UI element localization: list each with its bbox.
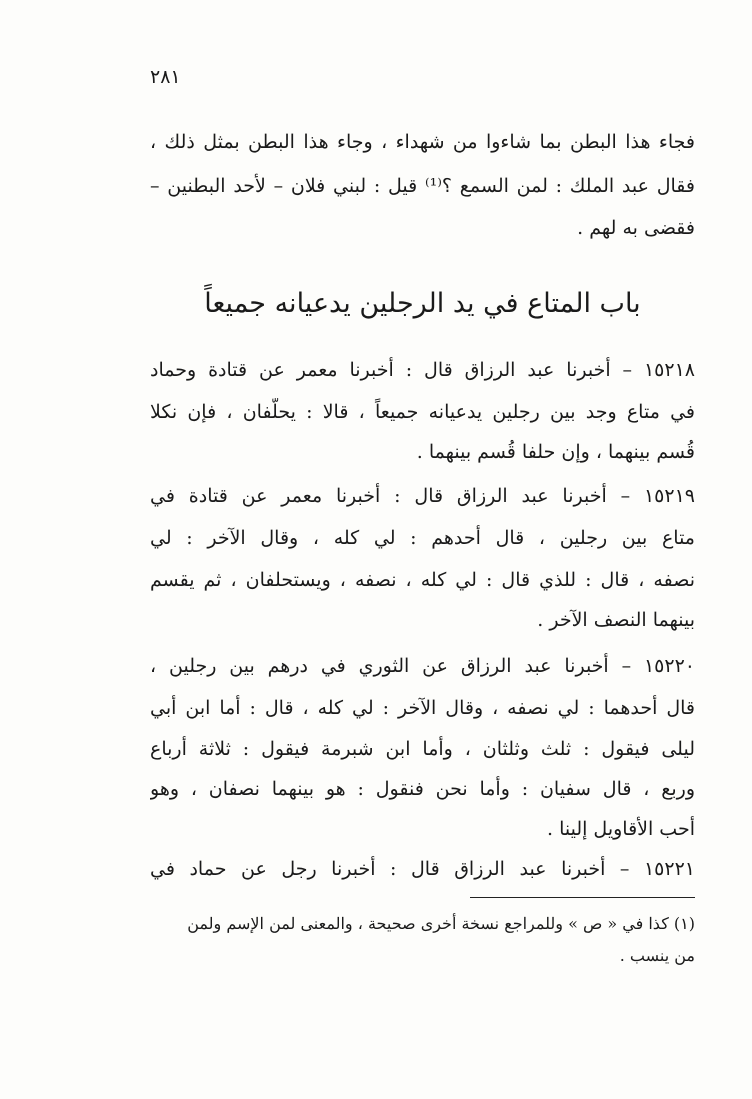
paragraph-15221-line-1: ١٥٢٢١ – أخبرنا عبد الرزاق قال : أخبرنا رجل عن حماد في <box>150 858 695 880</box>
paragraph-15220-line-2: قال أحدهما : لي نصفه ، وقال الآخر : لي كله ، قال : أما ابن أبي <box>150 697 695 719</box>
intro-line-1: فجاء هذا البطن بما شاءوا من شهداء ، وجاء هذا البطن بمثل ذلك ، <box>150 131 695 153</box>
paragraph-15218-line-3: قُسم بينهما ، وإن حلفا قُسم بينهما . <box>416 441 695 463</box>
section-title: باب المتاع في يد الرجلين يدعيانه جميعاً <box>204 288 641 319</box>
paragraph-15220-line-5: أحب الأقاويل إلينا . <box>546 818 695 840</box>
paragraph-15220-line-4: وربع ، قال سفيان : وأما نحن فنقول : هو بينهما نصفان ، وهو <box>150 778 695 800</box>
footnote-line-2: من ينسب . <box>619 946 695 965</box>
intro-line-2: فقال عبد الملك : لمن السمع ؟⁽¹⁾ قيل : لبني فلان – لأحد البطنين – <box>150 175 695 197</box>
footnote-line-1: (١) كذا في « ص » وللمراجع نسخة أخرى صحيحة ، والمعنى لمن الإسم ولمن <box>187 914 695 933</box>
paragraph-15218-line-1: ١٥٢١٨ – أخبرنا عبد الرزاق قال : أخبرنا معمر عن قتادة وحماد <box>150 359 695 381</box>
page-number: ٢٨١ <box>150 66 181 88</box>
paragraph-15219-line-1: ١٥٢١٩ – أخبرنا عبد الرزاق قال : أخبرنا معمر عن قتادة في <box>150 485 695 507</box>
paragraph-15220-line-1: ١٥٢٢٠ – أخبرنا عبد الرزاق عن الثوري في درهم بين رجلين ، <box>150 655 695 677</box>
paragraph-15219-line-3: نصفه ، قال : للذي قال : لي كله ، نصفه ، ويستحلفان ، ثم يقسم <box>150 569 695 591</box>
paragraph-15218-line-2: في متاع وجد بين رجلين يدعيانه جميعاً ، قالا : يحلَّفان ، فإن نكلا <box>150 401 695 423</box>
paragraph-15219-line-2: متاع بين رجلين ، قال أحدهم : لي كله ، وقال الآخر : لي <box>150 527 695 549</box>
footnote-divider <box>470 897 695 898</box>
intro-line-3: فقضى به لهم . <box>577 217 695 239</box>
paragraph-15219-line-4: بينهما النصف الآخر . <box>537 609 695 631</box>
paragraph-15220-line-3: ليلى فيقول : ثلث وثلثان ، وأما ابن شبرمة فيقول : ثلاثة أرباع <box>150 738 695 760</box>
